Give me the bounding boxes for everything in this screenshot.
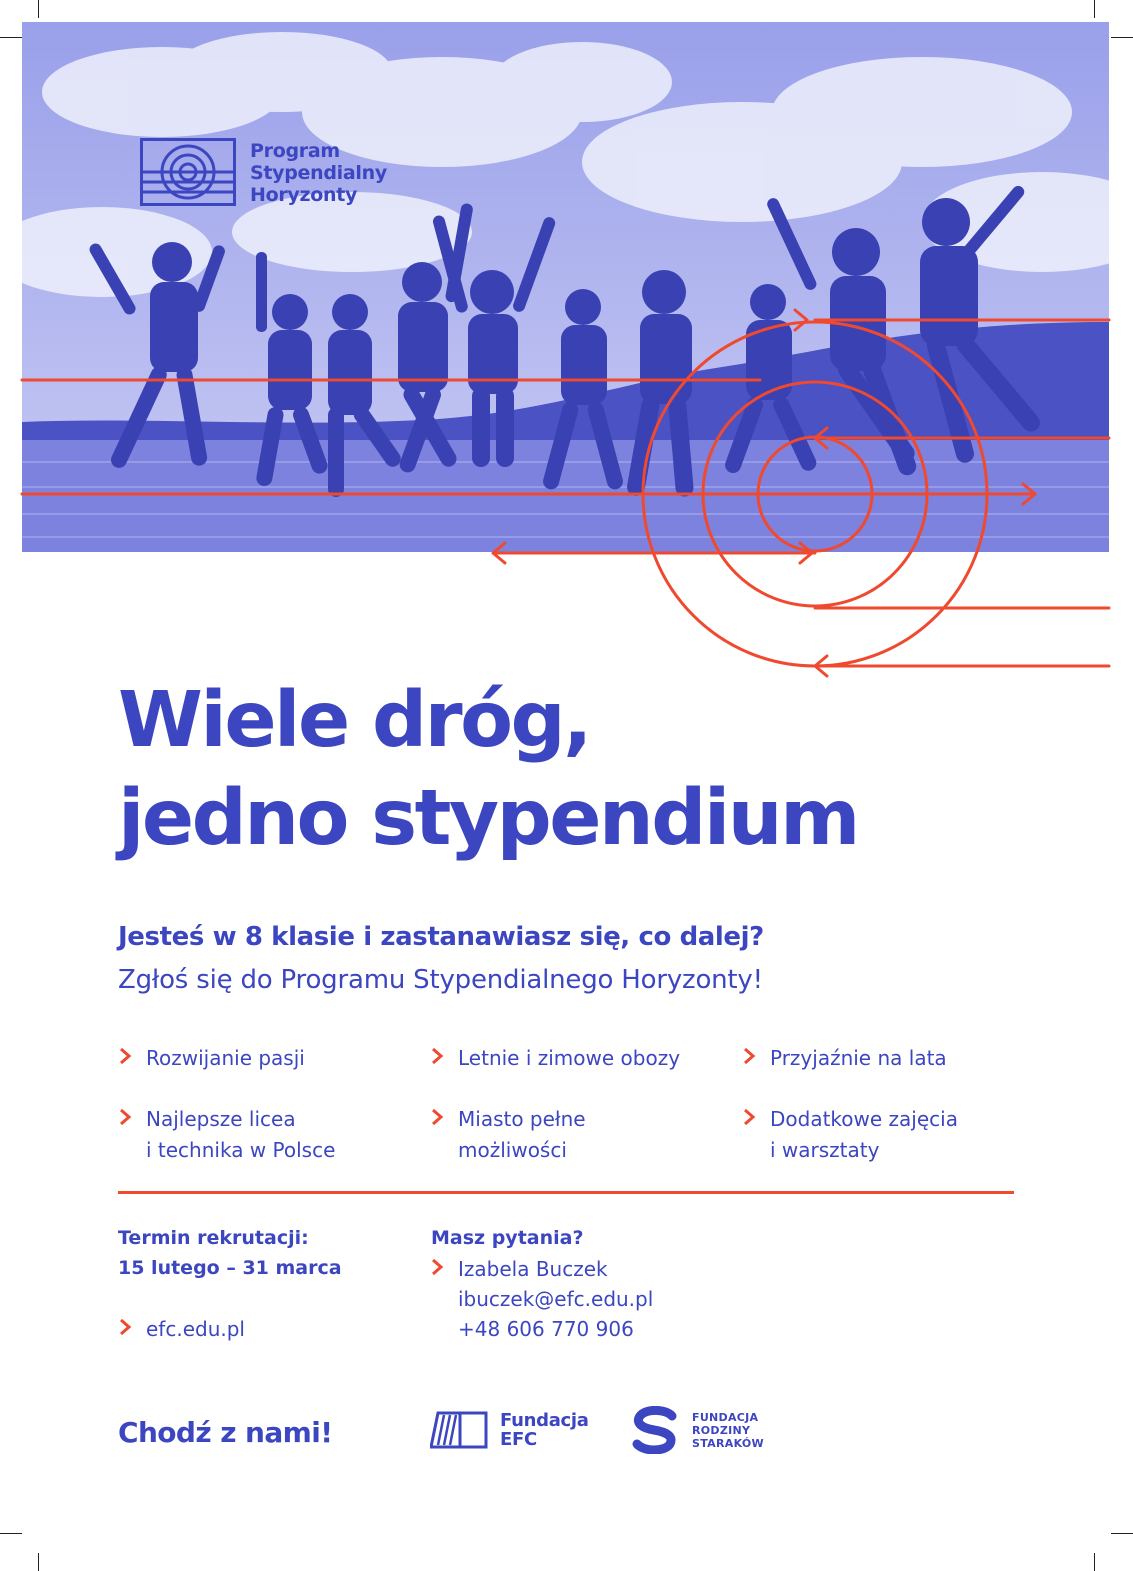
benefit-line: możliwości <box>458 1138 567 1162</box>
frs-logo-text <box>692 1411 764 1450</box>
recruitment-dates: 15 lutego – 31 marca <box>118 1257 342 1279</box>
chevron-right-icon <box>742 1107 756 1127</box>
orange-path-graphic <box>0 0 1133 700</box>
contact-email[interactable]: ibuczek@efc.edu.pl <box>458 1287 654 1311</box>
logo-line: Program <box>250 140 340 162</box>
frs-logo <box>632 1406 764 1454</box>
chevron-right-icon <box>118 1317 132 1337</box>
recruitment-label: Termin rekrutacji: <box>118 1227 309 1249</box>
chevron-right-icon <box>430 1046 444 1066</box>
logo-line: Stypendialny <box>250 162 387 184</box>
logo-line: Horyzonty <box>250 184 358 206</box>
benefit-line: Letnie i zimowe obozy <box>458 1046 681 1070</box>
benefit-line: Najlepsze licea <box>146 1107 296 1131</box>
benefit-line: Przyjaźnie na lata <box>770 1046 947 1070</box>
chevron-right-icon <box>430 1257 444 1277</box>
intro-question: Jesteś w 8 klasie i zastanawiasz się, co dalej? <box>118 922 764 952</box>
headline-line: jedno stypendium <box>118 774 858 863</box>
chevron-right-icon <box>118 1046 132 1066</box>
efc-logo <box>430 1411 589 1449</box>
contact-phone[interactable]: +48 606 770 906 <box>458 1317 634 1341</box>
intro-invitation: Zgłoś się do Programu Stypendialnego Horyzonty! <box>118 965 763 995</box>
frs-line: STARAKÓW <box>692 1436 764 1450</box>
crop-mark <box>0 1533 22 1534</box>
crop-mark <box>1111 1533 1133 1534</box>
website-text[interactable]: efc.edu.pl <box>146 1317 245 1341</box>
benefit-line: Rozwijanie pasji <box>146 1046 305 1070</box>
efc-logo-text <box>500 1411 589 1449</box>
efc-line: Fundacja <box>500 1410 589 1431</box>
efc-logo-icon <box>430 1411 488 1449</box>
contact-label: Masz pytania? <box>431 1227 584 1249</box>
frs-line: FUNDACJA <box>692 1410 759 1424</box>
recruitment-period <box>118 1223 342 1283</box>
headline-line: Wiele dróg, <box>118 676 590 765</box>
divider <box>118 1191 1014 1194</box>
chevron-right-icon <box>430 1107 444 1127</box>
contact-name: Izabela Buczek <box>458 1257 608 1281</box>
frs-line: RODZINY <box>692 1423 751 1437</box>
headline <box>118 672 1098 868</box>
frs-logo-icon <box>632 1406 678 1454</box>
call-to-action: Chodź z nami! <box>118 1416 333 1449</box>
benefit-line: Dodatkowe zajęcia <box>770 1107 958 1131</box>
crop-mark <box>1094 1553 1095 1571</box>
benefit-line: i warsztaty <box>770 1138 880 1162</box>
benefit-line: i technika w Polsce <box>146 1138 336 1162</box>
efc-line: EFC <box>500 1429 537 1450</box>
crop-mark <box>38 1553 39 1571</box>
chevron-right-icon <box>118 1107 132 1127</box>
chevron-right-icon <box>742 1046 756 1066</box>
benefit-line: Miasto pełne <box>458 1107 586 1131</box>
